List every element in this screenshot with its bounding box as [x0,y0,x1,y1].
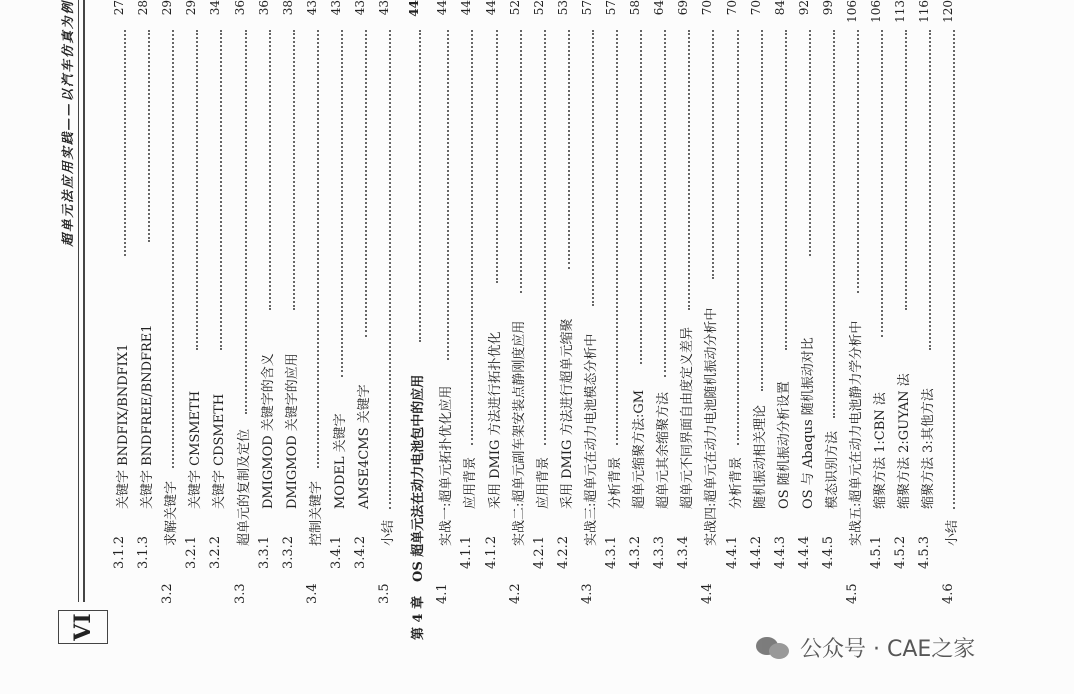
toc-entry-title: 缩聚方法 2:GUYAN 法 [897,373,913,509]
toc-entry-page: 29 [160,0,175,16]
toc-entry-number: 4.3.3 [652,535,668,569]
toc-entry-page: 113 [893,0,908,23]
toc-entry-page: 58 [628,0,643,16]
toc-entry-number: 4.5 [845,583,860,604]
toc-leader-dots [233,30,247,415]
toc-entry [353,0,375,694]
toc-leader-dots [580,30,594,307]
toc-entry-title: 超单元不同界面自由度定义差异 [680,326,696,509]
toc-entry-page: 44 [483,0,498,16]
toc-entry-title: OS 与 Abaqus 随机振动对比 [800,337,816,509]
toc-entry-page: 70 [700,0,715,16]
toc-entry-number: 3.3.1 [256,535,272,569]
toc-leader-dots [484,30,498,283]
toc-leader-dots [459,30,473,445]
toc-entry-page: 43 [304,0,319,16]
toc-entry-number: 4.4 [700,583,716,604]
toc-entry-number: 4.2 [507,583,523,604]
toc-entry-number: 4.3 [579,583,595,604]
toc-entry [407,0,429,694]
toc-entry-number: 第 4 章 [411,595,427,640]
toc-leader-dots [305,30,319,469]
toc-leader-dots [556,30,570,270]
toc-entry [941,0,963,694]
toc-entry-page: 43 [353,0,367,16]
toc-entry-title: 采用 DMIG 方法进行超单元缩聚 [559,318,575,509]
toc-leader-dots [917,30,931,351]
toc-entry [484,0,506,694]
toc-entry-number: 4.4.5 [820,535,836,569]
toc-leader-dots [797,30,811,256]
toc-entry-title: 实战一:超单元拓扑优化应用 [439,385,455,546]
toc-leader-dots [407,30,421,343]
toc-leader-dots [208,30,222,351]
toc-entry-title: 实战五:超单元在动力电池静力学分析中 [849,320,864,546]
toc-entry-page: 106 [845,0,859,23]
toc-entry-page: 44 [435,0,450,16]
toc-entry-title: 分析背景 [728,456,744,509]
toc-entry-page: 70 [724,0,739,16]
toc-entry-number: 3.4.1 [328,535,344,569]
toc-entry-page: 43 [328,0,343,16]
toc-entry-number: 4.4.2 [748,535,764,569]
toc-entry [580,0,602,694]
toc-entry-title: 实战四:超单元在动力电池随机振动分析中 [704,307,720,546]
toc-leader-dots [821,30,835,418]
toc-leader-dots [941,30,955,509]
toc-entry-page: 44 [459,0,474,16]
toc-entry-title: 模态识别方法 [824,430,840,509]
toc-leader-dots [532,30,546,445]
toc-entry-title: DMIGMOD 关键字的应用 [284,353,300,509]
toc-entry-page: 34 [208,0,223,16]
toc-entry-page: 36 [232,0,247,16]
toc-entry [136,0,158,694]
toc-entry-number: 3.3 [232,583,248,604]
toc-entry [869,0,891,694]
watermark [756,632,975,663]
toc-entry-title: 实战二:超单元副车架安装点静刚度应用 [511,320,527,546]
toc-entry [604,0,626,694]
toc-entry-page: 36 [256,0,271,16]
toc-entry-page: 84 [772,0,787,16]
toc-leader-dots [112,30,126,256]
toc-entry-page: 116 [917,0,932,23]
toc-entry [281,0,303,694]
toc-entry-page: 27 [112,0,126,16]
toc-entry [797,0,819,694]
toc-entry-number: 3.4.2 [353,535,368,569]
toc-leader-dots [329,30,343,378]
toc-entry [532,0,554,694]
toc-entry [917,0,939,694]
toc-entry-number: 4.5.3 [917,535,933,569]
page-number: VI [58,610,108,644]
toc-leader-dots [845,30,859,293]
toc-entry-title: 关键字 BNDFIX/BNDFIX1 [116,343,131,509]
toc-entry-page: 52 [531,0,546,16]
toc-entry-title: 关键字 CMSMETH [188,390,204,509]
toc-entry [556,0,578,694]
toc-leader-dots [160,30,174,469]
toc-leader-dots [281,30,295,310]
toc-entry-title: 小结 [945,519,961,546]
toc-entry-title: 关键字 CDSMETH [212,393,228,509]
toc-leader-dots [257,30,271,310]
toc-entry-page: 29 [184,0,199,16]
toc-leader-dots [773,30,787,351]
toc-entry-page: 120 [941,0,956,23]
toc-entry-number: 4.1 [435,583,451,604]
toc-entry [893,0,915,694]
toc-entry-page: 92 [796,0,811,16]
toc-entry-title: 缩聚方法 3:其他方法 [921,388,937,509]
toc-entry-title: 采用 DMIG 方法进行拓扑优化 [487,331,503,509]
toc-leader-dots [628,30,642,364]
toc-entry-page: 38 [280,0,295,16]
toc-entry-number: 4.1.1 [459,535,475,569]
toc-entry-page: 70 [748,0,763,16]
toc-entry-page: 69 [676,0,691,16]
header-rule-bold [83,0,85,602]
toc-entry-number: 3.1.2 [112,535,127,569]
toc-entry-title: DMIGMOD 关键字的含义 [260,353,276,509]
header-rule [78,0,79,602]
toc-entry-title: OS 随机振动分析设置 [776,381,792,509]
toc-entry [508,0,530,694]
toc-entry-number: 4.1.2 [483,535,499,569]
toc-entry-page: 52 [507,0,522,16]
toc-entry-number: 4.3.1 [604,535,619,569]
toc-leader-dots [184,30,198,351]
toc-entry-page: 57 [604,0,618,16]
toc-entry [628,0,650,694]
toc-entry-page: 64 [652,0,667,16]
toc-entry [208,0,230,694]
toc-leader-dots [869,30,883,337]
toc-entry-number: 3.4 [304,583,320,604]
toc-entry-number: 4.3.2 [628,535,644,569]
toc-entry [257,0,279,694]
toc-entry-title: 超单元其余缩聚方法 [656,391,672,509]
toc-leader-dots [377,30,391,509]
toc-entry-page: 99 [820,0,835,16]
toc-entry-number: 4.6 [941,583,957,604]
toc-entry [435,0,457,694]
toc-leader-dots [508,30,522,293]
toc-entry-title: 关键字 BNDFREE/BNDFRE1 [140,324,156,509]
toc-entry [459,0,481,694]
toc-entry-page: 44 [407,0,422,17]
toc-entry [700,0,722,694]
toc-entry-page: 53 [555,0,570,16]
toc-entry-title: 超单元的复制及定位 [236,428,252,546]
toc-entry-number: 4.5.1 [869,535,885,569]
toc-leader-dots [725,30,739,445]
running-header: 超单元法应用实践——以汽车仿真为例 [60,0,75,247]
toc-leader-dots [136,30,150,243]
toc-entry-number: 3.2 [160,583,176,604]
toc-entry [112,0,134,694]
toc-entry-title: AMSE4CMS 关键字 [357,384,372,509]
toc-entry-number: 3.1.3 [136,535,152,569]
toc-entry-title: MODEL 关键字 [332,413,348,509]
toc-entry-page: 57 [579,0,594,16]
toc-entry-page: 106 [869,0,884,23]
watermark-text: 公众号 · CAE之家 [800,637,976,662]
toc-entry [329,0,351,694]
toc-entry-title: 应用背景 [535,456,551,509]
toc-entry-page: 28 [136,0,151,16]
toc-leader-dots [676,30,690,310]
toc-entry-number: 4.4.1 [724,535,740,569]
toc-leader-dots [749,30,763,391]
toc-entry-title: 超单元缩聚方法:GM [632,389,648,509]
toc-entry-title: 求解关键字 [164,480,180,546]
toc-entry [652,0,674,694]
toc-entry-number: 3.2.1 [184,535,200,569]
toc-entry [821,0,843,694]
toc-entry-number: 3.3.2 [280,535,296,569]
toc-entry-number: 4.3.4 [676,535,692,569]
toc-entry [160,0,182,694]
toc-leader-dots [893,30,907,310]
toc-leader-dots [435,30,449,361]
toc-leader-dots [353,30,367,337]
toc-entry-number: 4.5.2 [893,535,909,569]
toc-entry-title: 应用背景 [463,456,479,509]
toc-entry-number: 4.4.4 [796,535,812,569]
toc-entry [725,0,747,694]
toc-entry-title: 小结 [381,519,397,546]
toc-entry-number: 3.2.2 [208,535,224,569]
toc-leader-dots [652,30,666,378]
toc-entry [233,0,255,694]
toc-entry [676,0,698,694]
toc-entry [845,0,867,694]
toc-entry-number: 4.4.3 [772,535,788,569]
toc-entry-title: 随机振动相关理论 [752,404,768,509]
toc-leader-dots [604,30,618,445]
toc-entry-number: 3.5 [377,583,393,604]
toc-entry [773,0,795,694]
toc-entry-title: 控制关键字 [308,480,324,546]
toc-entry-page: 43 [377,0,392,16]
toc-entry-title: OS 超单元法在动力电池包中的应用 [411,374,427,582]
toc-entry-title: 实战三:超单元在动力电池模态分析中 [583,333,599,546]
toc-entry-title: 缩聚方法 1:CBN 法 [873,392,889,509]
wechat-icon [756,635,792,661]
toc-entry [184,0,206,694]
toc-entry-title: 分析背景 [608,456,623,509]
toc-leader-dots [700,30,714,280]
toc-entry [305,0,327,694]
toc-entry [377,0,399,694]
toc-entry-number: 4.2.2 [555,535,571,569]
toc-entry-number: 4.2.1 [531,535,547,569]
toc-entry [749,0,771,694]
